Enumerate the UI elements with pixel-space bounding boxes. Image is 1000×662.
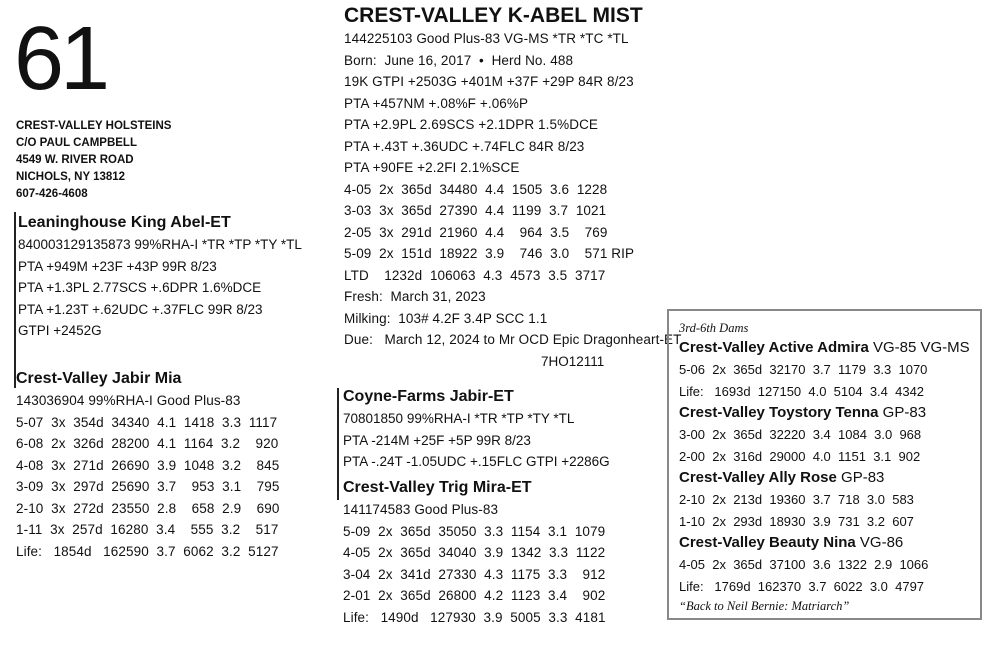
lot-number: 61 bbox=[14, 9, 107, 109]
record-line: PTA +90FE +2.2FI 2.1%SCE bbox=[344, 160, 520, 175]
ancestor-dam-record: 3-00 2x 365d 32220 3.4 1084 3.0 968 bbox=[679, 427, 922, 442]
record-line: PTA +457NM +.08%F +.06%P bbox=[344, 95, 529, 111]
sire-block bbox=[14, 212, 302, 370]
record-line: GTPI +2452G bbox=[18, 323, 102, 338]
record-line: PTA +1.3PL 2.77SCS +.6DPR 1.6%DCE bbox=[18, 280, 262, 295]
consignor-street: 4549 W. RIVER ROAD bbox=[16, 154, 134, 166]
record-line: PTA +949M +23F +43P 99R 8/23 bbox=[18, 258, 217, 274]
record-line: 2-01 2x 365d 26800 4.2 1123 3.4 902 bbox=[343, 588, 606, 603]
cow-block bbox=[344, 4, 681, 372]
record-line: 5-09 2x 365d 35050 3.3 1154 3.1 1079 bbox=[343, 523, 606, 539]
record-line: PTA +2.9PL 2.69SCS +2.1DPR 1.5%DCE bbox=[344, 117, 599, 132]
ancestor-dam-record: Life: 1693d 127150 4.0 5104 3.4 4342 bbox=[679, 383, 925, 399]
record-line: 141174583 Good Plus-83 bbox=[343, 502, 499, 517]
ancestor-dam-classification: VG-85 VG-MS bbox=[868, 339, 970, 356]
record-line: Life: 1490d 127930 3.9 5005 3.3 4181 bbox=[343, 609, 606, 625]
ancestor-dam-record: 4-05 2x 365d 37100 3.6 1322 2.9 1066 bbox=[679, 557, 929, 572]
dam-sire-name: Coyne-Farms Jabir-ET bbox=[343, 388, 514, 405]
consignor-farm: CREST-VALLEY HOLSTEINS bbox=[16, 120, 172, 132]
ancestor-dam-name bbox=[679, 402, 970, 424]
record-line: 4-05 2x 365d 34480 4.4 1505 3.6 1228 bbox=[344, 181, 608, 197]
record-line: Fresh: March 31, 2023 bbox=[344, 289, 486, 304]
ancestor-dams-box bbox=[667, 309, 982, 620]
consignor-phone: 607-426-4608 bbox=[16, 188, 88, 200]
granddam-details bbox=[343, 499, 606, 628]
dams-box-quote: “Back to Neil Bernie: Matriarch” bbox=[679, 599, 850, 613]
record-line: LTD 1232d 106063 4.3 4573 3.5 3717 bbox=[344, 267, 606, 283]
record-line: Milking: 103# 4.2F 3.4P SCC 1.1 bbox=[344, 310, 548, 326]
record-line: 3-09 3x 297d 25690 3.7 953 3.1 795 bbox=[16, 479, 280, 494]
record-line: 4-05 2x 365d 34040 3.9 1342 3.3 1122 bbox=[343, 545, 606, 560]
ancestor-dam-record: 2-10 2x 213d 19360 3.7 718 3.0 583 bbox=[679, 492, 914, 507]
granddam-name: Crest-Valley Trig Mira-ET bbox=[343, 479, 532, 496]
record-line: Born: June 16, 2017 • Herd No. 488 bbox=[344, 52, 574, 68]
record-line: PTA -214M +25F +5P 99R 8/23 bbox=[343, 432, 531, 448]
ancestor-dam-name bbox=[679, 337, 970, 359]
record-line: 4-08 3x 271d 26690 3.9 1048 3.2 845 bbox=[16, 457, 280, 473]
record-line: 2-05 3x 291d 21960 4.4 964 3.5 769 bbox=[344, 224, 608, 240]
record-line: Life: 1854d 162590 3.7 6062 3.2 5127 bbox=[16, 543, 279, 559]
record-line: 5-09 2x 151d 18922 3.9 746 3.0 571 RIP bbox=[344, 246, 635, 261]
sire-details bbox=[18, 234, 302, 342]
ancestor-dam-record: 2-00 2x 316d 29000 4.0 1151 3.1 902 bbox=[679, 448, 921, 464]
record-line: 19K GTPI +2503G +401M +37F +29P 84R 8/23 bbox=[344, 74, 634, 89]
ancestor-dam-name bbox=[679, 532, 970, 554]
dam-block bbox=[16, 368, 279, 562]
cow-name: CREST-VALLEY K-ABEL MIST bbox=[344, 4, 643, 27]
dams-box-header: 3rd-6th Dams bbox=[679, 321, 749, 335]
ancestor-dam-classification: VG-86 bbox=[855, 534, 904, 551]
dam-sire-bar bbox=[337, 388, 339, 500]
record-line: PTA -.24T -1.05UDC +.15FLC GTPI +2286G bbox=[343, 454, 610, 469]
dam-name: Crest-Valley Jabir Mia bbox=[16, 370, 182, 387]
dams-list bbox=[679, 337, 970, 597]
consignor-block bbox=[16, 118, 171, 203]
ancestor-dam-record: 5-06 2x 365d 32170 3.7 1179 3.3 1070 bbox=[679, 362, 928, 377]
record-line: 3-04 2x 341d 27330 4.3 1175 3.3 912 bbox=[343, 566, 606, 582]
record-line: 6-08 2x 326d 28200 4.1 1164 3.2 920 bbox=[16, 436, 279, 451]
record-line: 840003129135873 99%RHA-I *TR *TP *TY *TL bbox=[18, 237, 302, 252]
ancestor-dam-classification: GP-83 bbox=[836, 469, 885, 486]
ancestor-dam-name bbox=[679, 467, 970, 489]
record-line: 144225103 Good Plus-83 VG-MS *TR *TC *TL bbox=[344, 31, 629, 46]
consignor-city: NICHOLS, NY 13812 bbox=[16, 171, 126, 183]
dam-sire-details bbox=[343, 408, 610, 473]
cow-details bbox=[344, 28, 681, 351]
ancestor-dam-name-text: Crest-Valley Ally Rose bbox=[679, 469, 837, 486]
granddam-block bbox=[343, 477, 606, 628]
record-line: 2-10 3x 272d 23550 2.8 658 2.9 690 bbox=[16, 500, 280, 516]
ancestor-dam-name-text: Crest-Valley Active Admira bbox=[679, 339, 869, 356]
record-line: 143036904 99%RHA-I Good Plus-83 bbox=[16, 393, 241, 408]
record-line: 3-03 3x 365d 27390 4.4 1199 3.7 1021 bbox=[344, 203, 607, 218]
ancestor-dam-classification: GP-83 bbox=[878, 404, 927, 421]
ancestor-dam-name-text: Crest-Valley Beauty Nina bbox=[679, 534, 856, 551]
record-line: PTA +1.23T +.62UDC +.37FLC 99R 8/23 bbox=[18, 301, 263, 317]
dam-sire-block bbox=[343, 386, 610, 473]
record-line: 1-11 3x 257d 16280 3.4 555 3.2 517 bbox=[16, 522, 279, 537]
ancestor-dam-name-text: Crest-Valley Toystory Tenna bbox=[679, 404, 879, 421]
dam-details bbox=[16, 390, 279, 562]
ancestor-dam-record: Life: 1769d 162370 3.7 6022 3.0 4797 bbox=[679, 578, 925, 594]
sire-name: Leaninghouse King Abel-ET bbox=[18, 214, 231, 231]
record-line: 70801850 99%RHA-I *TR *TP *TY *TL bbox=[343, 411, 575, 426]
record-line: Due: March 12, 2024 to Mr OCD Epic Dragonheart-ET bbox=[344, 332, 682, 347]
record-line: PTA +.43T +.36UDC +.74FLC 84R 8/23 bbox=[344, 138, 585, 154]
consignor-contact: C/O PAUL CAMPBELL bbox=[16, 137, 137, 149]
record-line: 5-07 3x 354d 34340 4.1 1418 3.3 1117 bbox=[16, 414, 278, 430]
ancestor-dam-record: 1-10 2x 293d 18930 3.9 731 3.2 607 bbox=[679, 513, 914, 529]
due-naab-code: 7HO12111 bbox=[541, 353, 605, 369]
